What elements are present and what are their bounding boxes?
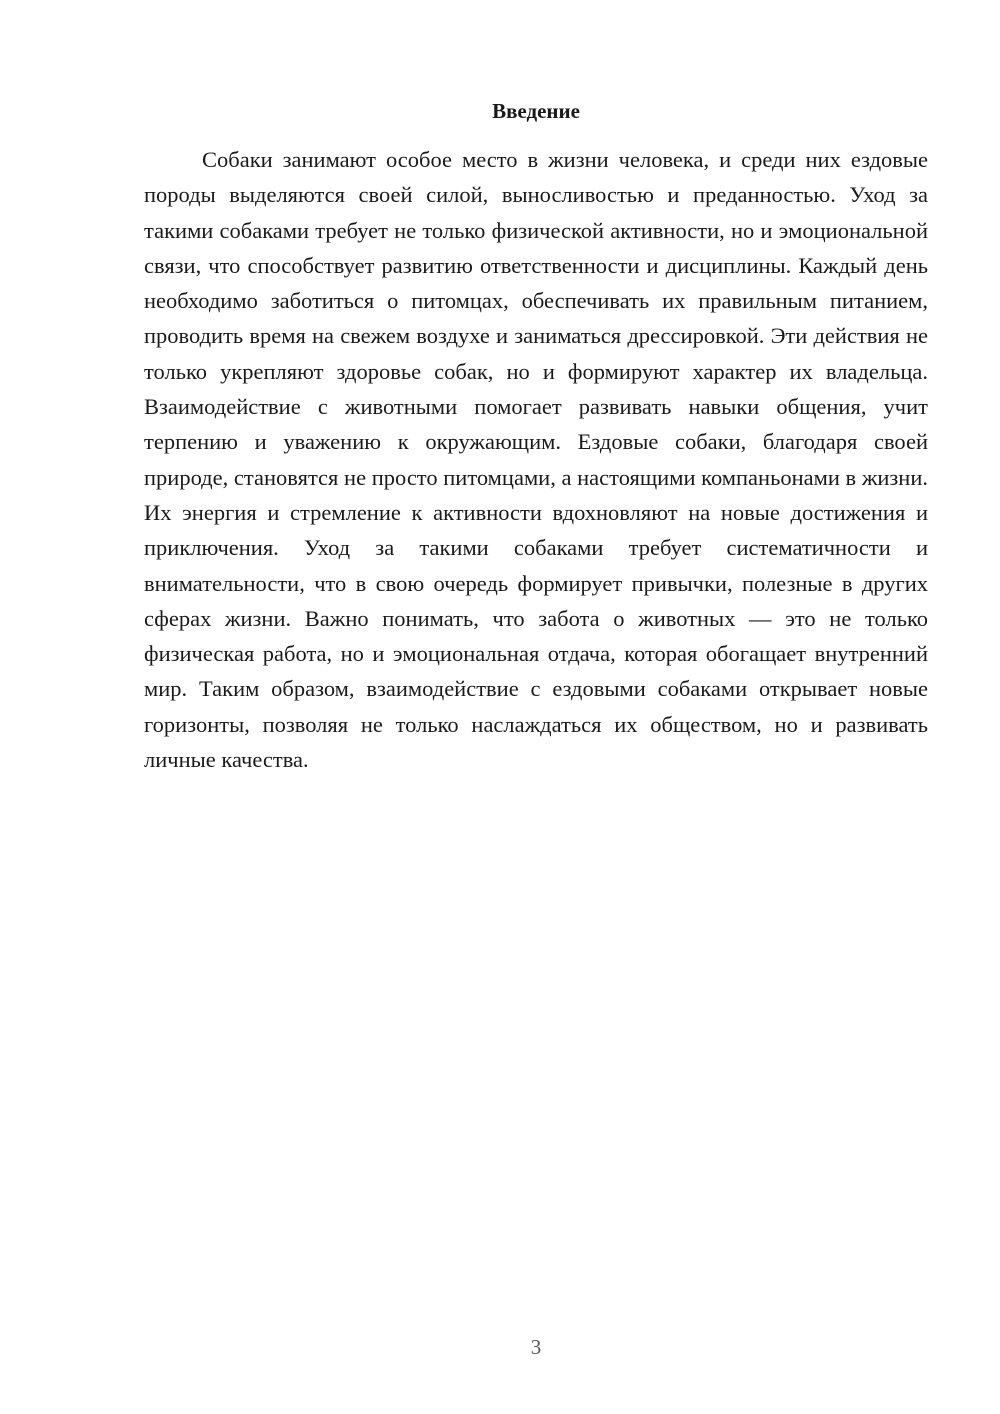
page-number: 3 xyxy=(530,1335,542,1359)
section-title: Введение xyxy=(492,99,580,123)
body-paragraph: Собаки занимают особое место в жизни человека, и среди них ездовые породы выделяются своей силой, выносливостью и преданностью. Уход за такими собаками требует не только физической активности, но и эмоциональной связи, что способствует развитию ответственности и дисциплины. Каждый день необходимо заботиться о питомцах, обеспечивать их правильным питанием, проводить время на свежем воздухе и заниматься дрессировкой. Эти действия не только укрепляют здоровье собак, но и формируют характер их владельца. Взаимодействие с животными помогает развивать навыки общения, учит терпению и уважению к окружающим. Ездовые собаки, благодаря своей природе, становятся не просто питомцами, а настоящими компаньонами в жизни. Их энергия и стремление к активности вдохновляют на новые достижения и приключения. Уход за такими собаками требует систематичности и внимательности, что в свою очередь формирует привычки, полезные в других сферах жизни. Важно понимать, что забота о животных — это не только физическая работа, но и эмоциональная отдача, которая обогащает внутренний мир. Таким образом, взаимодействие с ездовыми собаками открывает новые горизонты, позволяя не только наслаждаться их обществом, но и развивать личные качества. xyxy=(144,147,928,773)
